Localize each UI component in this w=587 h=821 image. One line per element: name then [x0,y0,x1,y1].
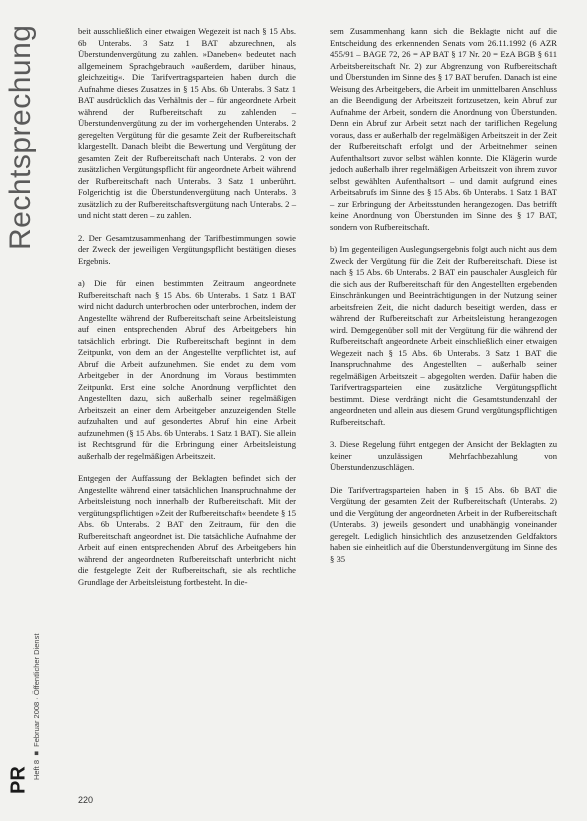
paragraph: Die Tarifvertragsparteien haben in § 15 Abs. 6b BAT die Vergütung der gesamten Zeit der Rufbereitschaft (Unterabs. 2) und die Vergütung der angeordneten Arbeit in der Rufbereitschaft (Unterabs. 3) jeweils gesondert und unabhängig voneinander geregelt. Lediglich hinsichtlich des anzusetzenden Geldfaktors haben sie einheitlich auf die Überstundenvergütung im Sinne des § 35 [330,484,557,564]
page-number: 220 [78,795,94,805]
paragraph: Entgegen der Auffassung der Beklagten befindet sich der Angestellte während einer tatsächlichen Inanspruchnahme der Arbeitsleistung noch innerhalb der Rufbereitschaft. Mit der vergütungspflichtigen »Zeit der Rufbereitschaft« beendete § 15 Abs. 6b Unterabs. 2 BAT den Zeitraum, für den die Rufbereitschaft angeordnet ist. Die tatsächliche Aufnahme der Arbeit auf einen entsprechenden Abruf des Arbeitgebers hin während der angeordneten Rufbereitschaft unterbricht nicht die festgelegte Zeit der Rufbereitschaft, sie als rechtliche Grundlage der Arbeitsleistung fortbesteht. In die- [78,473,296,587]
paragraph: 2. Der Gesamtzusammenhang der Tarifbestimmungen sowie der Zweck der jeweiligen Vergütungspflicht bestätigen dieses Ergebnis. [78,232,296,266]
paragraph: sem Zusammenhang kann sich die Beklagte nicht auf die Entscheidung des erkennenden Senats vom 26.11.1992 (6 AZR 455/91 – BAGE 72, 26 = AP BAT § 17 Nr. 20 = EzA BGB § 611 Arbeitsbereitschaft Nr. 2) zur Abgrenzung von Rufbereitschaft und Überstunden im Sinne des § 17 BAT berufen. Danach ist eine Weisung des Arbeitgebers, die Arbeit im unmittelbaren Anschluss an die Beendigung der Arbeitszeit fortzusetzen, kein Abruf zur Aufnahme der Arbeit, sondern die Anordnung von Überstunden. Denn ein Abruf zur Arbeit setzt nach der tariflichen Regelung voraus, dass er außerhalb der regelmäßigen Arbeitszeit in der Zeit der Rufbereitschaft erfolgt und der Arbeitnehmer seinen Aufenthaltsort zuvor selbst wählen konnte. Die Klägerin wurde jedoch außerhalb ihrer regelmäßigen Arbeitszeit von ihrem zuvor selbst gewählten Aufenthaltsort – und damit aufgrund eines Arbeitsabrufs im Sinne des § 15 Abs. 6b Unterabs. 1 Satz 1 BAT – zur Erbringung der Arbeitsstunden herangezogen. Das betrifft keine Anordnung von Überstunden im Sinne des § 17 BAT, sondern von Rufbereitschaft. [330,26,557,232]
journal-info: Heft 8 ■ Februar 2008 · Öffentlicher Dienst [32,633,41,780]
paragraph: beit ausschließlich einer etwaigen Wegezeit ist nach § 15 Abs. 6b Unterabs. 3 Satz 1 BAT abzurechnen, als Überstundenvergütung zu zahlen. »Daneben« bedeutet nach allgemeinem Sprachgebrauch »außerdem, darüber hinaus, gleichzeitig«. Die Tarifvertragsparteien haben durch die Aufnahme dieses Zusatzes in § 15 Abs. 6b Unterabs. 3 Satz 1 BAT ausdrücklich das Verhältnis der – für angeordnete Arbeit während der Rufbereitschaft zu zahlenden – Überstundenvergütung zu der im vorhergehenden Unterabs. 2 geregelten Vergütung für die gesamte Zeit der Rufbereitschaft klargestellt. Danach bleibt die Bewertung und Vergütung der gesamten Zeit der Rufbereitschaft nach Unterabs. 2 von der zusätzlichen Vergütungspflicht für angeordnete Arbeit während der Rufbereitschaft nach Unterabs. 3 Satz 1 unberührt. Folgerichtig ist die Überstundenvergütung nach Unterabs. 3 zusätzlich zu der Rufbereitschaftsvergütung nach Unterabs. 2 – und nicht statt deren – zu zahlen. [78,26,296,220]
text-column-left [78,26,296,588]
page-margin-sidebar [0,0,62,821]
paragraph: 3. Diese Regelung führt entgegen der Ansicht der Beklagten zu keiner unzulässigen Mehrfachbezahlung von Überstundenzuschlägen. [330,439,557,472]
section-title: Rechtsprechung [4,24,37,250]
text-column-right [330,26,557,565]
journal-logo: PR [7,766,30,794]
paragraph: b) Im gegenteiligen Auslegungsergebnis folgt auch nicht aus dem Zweck der Vergütung für die Zeit der Rufbereitschaft. Diese ist nach § 15 Abs. 6b Unterabs. 2 BAT ein pauschaler Ausgleich für die sich aus der Rufbereitschaft für den Angestellten ergebenden Einschränkungen und Beeinträchtigungen in der Nutzung seiner arbeitsfreien Zeit, die nicht dadurch beseitigt werden, dass er während der Rufbereitschaft zur Arbeitsleistung herangezogen wird. Demgegenüber soll mit der Vergütung für die während der Rufbereitschaft angeordnete Arbeit einschließlich einer etwaigen Wegezeit nach § 15 Abs. 6b Unterabs. 3 Satz 1 BAT die Inanspruchnahme des Angestellten – außerhalb seiner regelmäßigen Arbeitszeit – abgegolten werden. Dafür haben die Tarifvertragsparteien eine zusätzliche Vergütungspflicht bestimmt. Diese verdrängt nicht die Gesamtstundenzahl der angeordneten und allein aus diesem Grund vergütungspflichtigen Rufbereitschaft. [330,244,557,427]
paragraph: a) Die für einen bestimmten Zeitraum angeordnete Rufbereitschaft nach § 15 Abs. 6b Unterabs. 1 Satz 1 BAT wird nicht dadurch unterbrochen oder unterbrochen, indem der Angestellte während der Rufbereitschaft seine Arbeitsleistung auf einen entsprechenden Abruf des Arbeitgebers hin tatsächlich erbringt. Die Rufbereitschaft beginnt in dem Zeitpunkt, von dem an der Angestellte verpflichtet ist, auf Abruf die Arbeit aufzunehmen. Sie endet zu dem vom Arbeitgeber in der Anordnung im Voraus bestimmten Zeitpunkt. Erst eine solche Anordnung verpflichtet den Angestellten dazu, sich außerhalb seiner regelmäßigen Arbeitszeit an einer dem Arbeitgeber anzuzeigenden Stelle aufzuhalten und auf gesondertes Abruf hin eine Arbeit aufzunehmen (§ 15 Abs. 6b Unterabs. 1 Satz 1 BAT). Sie allein ist Rechtsgrund für die Erbringung einer Arbeitsleistung außerhalb der regelmäßigen Arbeitszeit. [78,278,296,461]
